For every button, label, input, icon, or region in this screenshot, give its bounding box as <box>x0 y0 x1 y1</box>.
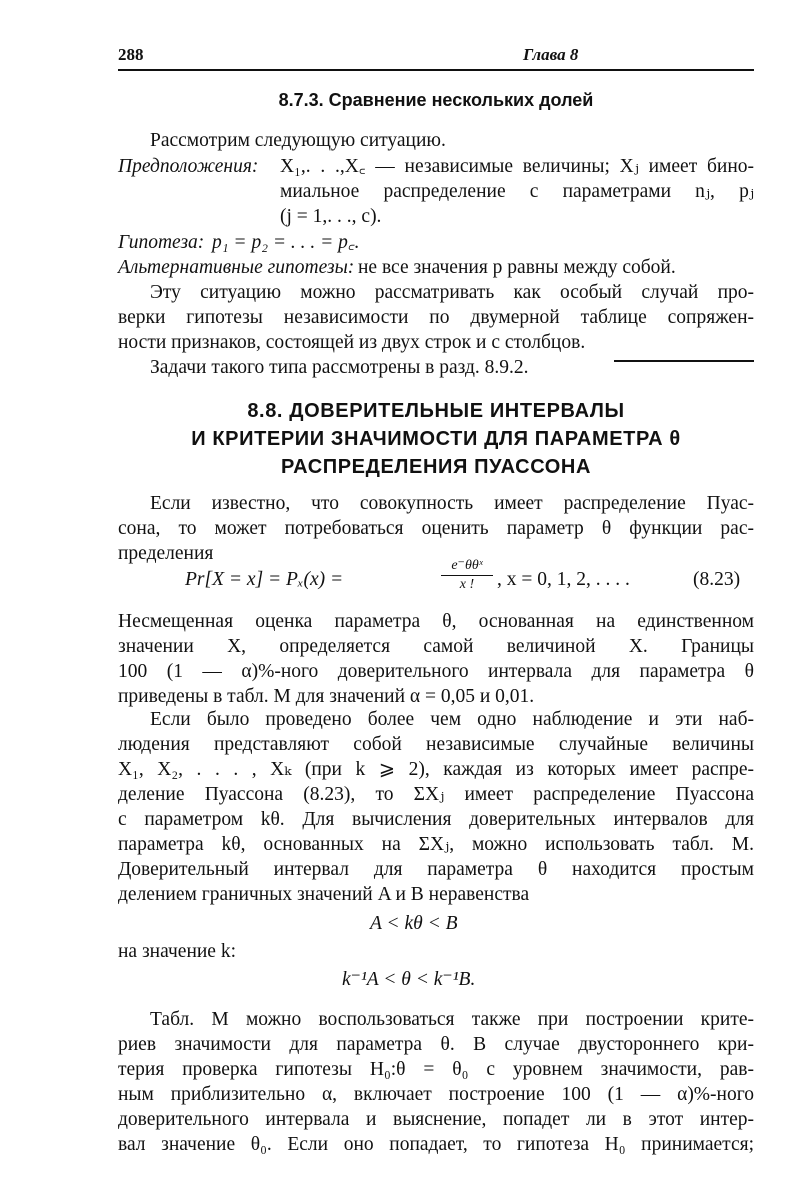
section-title-line: И КРИТЕРИИ ЗНАЧИМОСТИ ДЛЯ ПАРАМЕТРА θ <box>191 428 681 450</box>
assumptions-line: X₁,. . .,X꜀ — независимые величины; Xⱼ имеет бино- <box>280 156 754 177</box>
paragraph-line: деление Пуассона (8.23), то ΣXⱼ имеет распределение Пуассона <box>118 784 754 805</box>
assumptions-label: Предположения: <box>118 156 259 177</box>
alt-hypothesis-label: Альтернативные гипотезы: <box>118 257 355 278</box>
paragraph-line: сона, то может потребоваться оценить параметр θ функции рас- <box>118 518 754 539</box>
paragraph-line: Если было проведено более чем одно наблюдение и эти наб- <box>150 709 754 730</box>
paragraph-line: риев значимости для параметра θ. В случае двустороннего кри- <box>118 1034 754 1055</box>
paragraph-line: Несмещенная оценка параметра θ, основанная на единственном <box>118 611 754 632</box>
inequality: A < kθ < B <box>370 913 458 934</box>
paragraph-line: Задачи такого типа рассмотрены в разд. 8.9.2. <box>150 357 529 378</box>
assumptions-line: (j = 1,. . ., c). <box>280 206 382 227</box>
page-number: 288 <box>118 45 144 64</box>
paragraph-line: верки гипотезы независимости по двумерной таблице сопряжен- <box>118 307 754 328</box>
subsection-title: 8.7.3. Сравнение нескольких долей <box>278 90 594 110</box>
paragraph-line: делением граничных значений A и B неравенства <box>118 884 530 905</box>
assumptions-line: миальное распределение с параметрами nⱼ, pⱼ <box>280 181 754 202</box>
formula-denominator: x ! <box>459 577 475 592</box>
paragraph-line: X₁, X₂, . . . , Xₖ (при k ⩾ 2), каждая из которых имеет распре- <box>118 759 754 780</box>
hypothesis-label: Гипотеза: <box>118 232 205 253</box>
paragraph-line: вал значение θ₀. Если оно попадает, то гипотеза H₀ принимается; <box>118 1134 754 1155</box>
paragraph-line: людения представляют собой независимые случайные величины <box>118 734 754 755</box>
paragraph-line: на значение k: <box>118 941 237 962</box>
paragraph-line: Табл. М можно воспользоваться также при построении крите- <box>150 1009 754 1030</box>
chapter-title: Глава 8 <box>523 45 579 64</box>
section-divider <box>614 360 754 362</box>
paragraph-line: приведены в табл. М для значений α = 0,05 и 0,01. <box>118 686 535 707</box>
formula-lhs: Pr[X = x] = Pₓ(x) = <box>185 569 344 590</box>
paragraph-line: ным приблизительно α, включает построение 100 (1 — α)%-ного <box>118 1084 754 1105</box>
paragraph-line: 100 (1 — α)%-ного доверительного интервала для параметра θ <box>118 661 754 682</box>
hypothesis-text: p₁ = p₂ = . . . = p꜀. <box>212 232 360 253</box>
intro-line: Рассмотрим следующую ситуацию. <box>150 130 446 151</box>
section-title-line: 8.8. ДОВЕРИТЕЛЬНЫЕ ИНТЕРВАЛЫ <box>247 400 625 422</box>
formula-fraction <box>441 557 493 593</box>
paragraph-line: значении X, определяется самой величиной X. Границы <box>118 636 754 657</box>
inequality: k⁻¹A < θ < k⁻¹B. <box>342 969 476 990</box>
formula-rhs: , x = 0, 1, 2, . . . . <box>497 569 630 590</box>
paragraph-line: Доверительный интервал для параметра θ находится простым <box>118 859 754 880</box>
section-title-line: РАСПРЕДЕЛЕНИЯ ПУАССОНА <box>280 456 592 478</box>
formula-8-23 <box>185 557 755 607</box>
paragraph-line: параметра kθ, основанных на ΣXⱼ, можно использовать табл. М. <box>118 834 754 855</box>
equation-number: (8.23) <box>693 569 741 590</box>
paragraph-line: пределения <box>118 543 214 564</box>
paragraph-line: Если известно, что совокупность имеет распределение Пуас- <box>150 493 754 514</box>
paragraph-line: Эту ситуацию можно рассматривать как особый случай про- <box>150 282 754 303</box>
paragraph-line: терия проверка гипотезы H₀:θ = θ₀ с уровнем значимости, рав- <box>118 1059 754 1080</box>
alt-hypothesis-text: не все значения p равны между собой. <box>358 257 676 278</box>
paragraph-line: с параметром kθ. Для вычисления доверительных интервалов для <box>118 809 754 830</box>
running-head <box>118 43 754 71</box>
fraction-bar <box>441 575 493 576</box>
formula-numerator: e⁻θθˣ <box>451 558 483 573</box>
paragraph-line: доверительного интервала и выяснение, попадет ли в этот интер- <box>118 1109 754 1130</box>
paragraph-line: ности признаков, состоящей из двух строк и c столбцов. <box>118 332 586 353</box>
